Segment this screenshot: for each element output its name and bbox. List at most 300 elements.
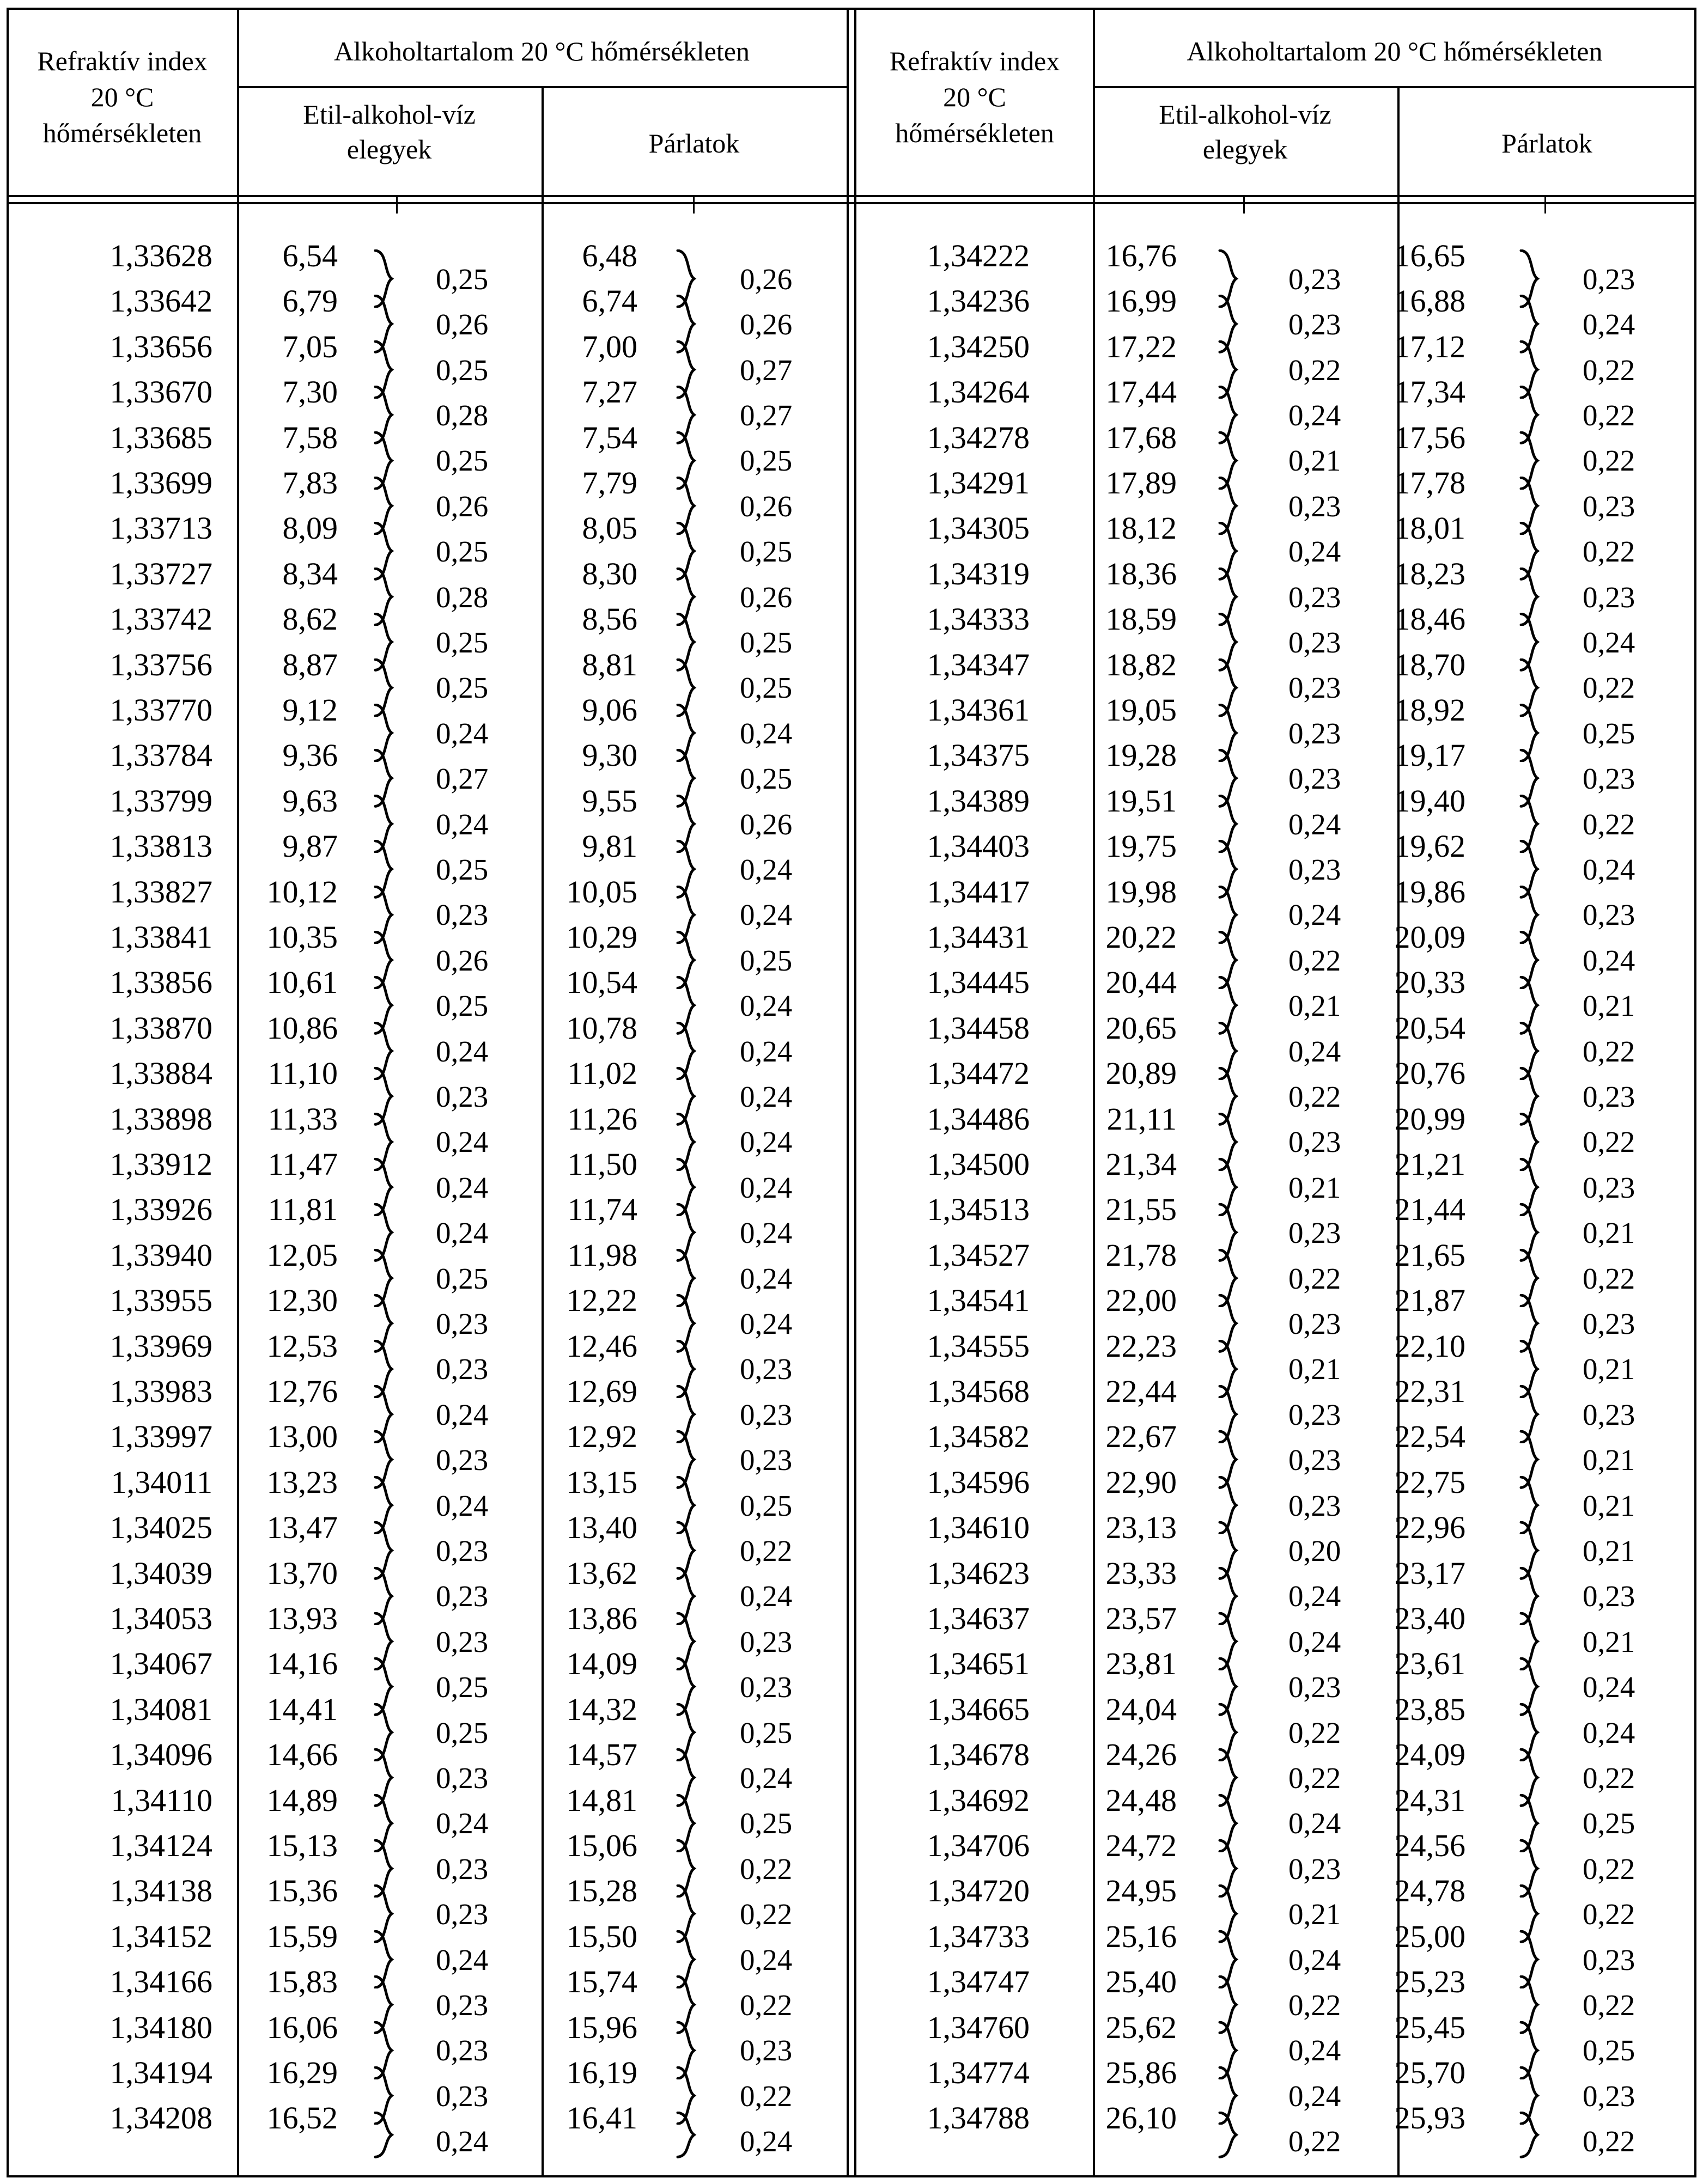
header-refractive-label: Refraktív index <box>889 46 1060 76</box>
spirits-difference-value: 0,22 <box>740 2079 793 2113</box>
spirits-alcohol-value: 23,61 <box>1394 1646 1465 1682</box>
spirits-difference-value: 0,25 <box>740 762 793 796</box>
refractive-index-value: 1,34138 <box>110 1873 212 1909</box>
spirits-difference-value: 0,22 <box>740 1898 793 1931</box>
mixtures-alcohol-value: 24,04 <box>1105 1691 1177 1727</box>
refractive-index-value: 1,34081 <box>110 1691 212 1727</box>
spirits-difference-value: 0,23 <box>1583 1579 1635 1613</box>
refractive-index-value: 1,33884 <box>110 1056 212 1091</box>
refractive-index-value: 1,34527 <box>927 1237 1030 1273</box>
mixtures-difference-value: 0,21 <box>1288 444 1341 478</box>
spirits-difference-value: 0,24 <box>740 1034 793 1068</box>
spirits-difference-value: 0,22 <box>1583 1034 1635 1068</box>
refractive-index-value: 1,34124 <box>110 1828 212 1863</box>
mixtures-difference-value: 0,24 <box>1288 2079 1341 2113</box>
spirits-alcohol-value: 19,86 <box>1394 874 1465 910</box>
mixtures-alcohol-value: 9,63 <box>282 783 338 819</box>
refractive-index-value: 1,34417 <box>927 874 1030 910</box>
spirits-difference-value: 0,25 <box>740 625 793 659</box>
spirits-difference-value: 0,23 <box>1583 1170 1635 1204</box>
refractive-index-value: 1,33856 <box>110 965 212 1001</box>
header-rule-1 <box>7 195 1696 197</box>
refractive-index-value: 1,34665 <box>927 1691 1030 1727</box>
header-spirits-label: Párlatok <box>1501 128 1592 158</box>
spirits-difference-value: 0,22 <box>1583 535 1635 569</box>
spirits-alcohol-value: 7,27 <box>582 374 637 410</box>
spirits-difference-value: 0,24 <box>1583 308 1635 341</box>
spirits-alcohol-value: 24,56 <box>1394 1828 1465 1863</box>
mixtures-difference-value: 0,26 <box>436 308 489 341</box>
mixtures-difference-value: 0,23 <box>1288 489 1341 523</box>
spirits-alcohol-value: 18,23 <box>1394 556 1465 591</box>
spirits-alcohol-value: 24,09 <box>1394 1737 1465 1773</box>
mixtures-alcohol-value: 9,87 <box>282 828 338 864</box>
refractive-index-value: 1,34347 <box>927 646 1030 682</box>
mixtures-difference-value: 0,23 <box>1288 308 1341 341</box>
refractive-index-value: 1,34760 <box>927 2009 1030 2045</box>
spirits-alcohol-value: 23,85 <box>1394 1691 1465 1727</box>
spirits-alcohol-value: 24,31 <box>1394 1782 1465 1818</box>
refractive-index-value: 1,34403 <box>927 828 1030 864</box>
mixtures-alcohol-value: 17,44 <box>1105 374 1177 410</box>
spirits-alcohol-value: 19,17 <box>1394 737 1465 773</box>
spirits-alcohol-value: 15,28 <box>566 1873 637 1909</box>
mixtures-difference-value: 0,21 <box>1288 1170 1341 1204</box>
mixtures-alcohol-value: 19,98 <box>1105 874 1177 910</box>
spirits-difference-value: 0,24 <box>740 2125 793 2158</box>
mixtures-alcohol-value: 25,86 <box>1105 2055 1177 2090</box>
mixtures-alcohol-value: 22,00 <box>1105 1283 1177 1319</box>
spirits-alcohol-value: 17,12 <box>1394 328 1465 364</box>
spirits-difference-value: 0,23 <box>1583 1079 1635 1113</box>
mixtures-difference-value: 0,24 <box>436 2125 489 2158</box>
mixtures-difference-value: 0,21 <box>1288 1898 1341 1931</box>
spirits-difference-value: 0,22 <box>1583 2125 1635 2158</box>
mixtures-difference-value: 0,23 <box>436 1352 489 1386</box>
mixtures-alcohol-value: 14,89 <box>266 1782 338 1818</box>
spirits-difference-value: 0,23 <box>740 1398 793 1431</box>
mixtures-difference-value: 0,25 <box>436 989 489 1023</box>
spirits-difference-value: 0,23 <box>1583 898 1635 932</box>
header-tick-mixtures-1 <box>1243 197 1245 213</box>
mixtures-difference-value: 0,25 <box>436 353 489 387</box>
refractive-index-value: 1,33940 <box>110 1237 212 1273</box>
header-spirits-label: Párlatok <box>648 128 740 158</box>
spirits-difference-value: 0,21 <box>1583 1534 1635 1567</box>
spirits-alcohol-value: 6,48 <box>582 238 637 273</box>
refractive-index-value: 1,33997 <box>110 1419 212 1455</box>
mixtures-difference-value: 0,23 <box>1288 580 1341 614</box>
spirits-difference-value: 0,25 <box>740 1488 793 1522</box>
refractive-index-value: 1,34110 <box>111 1782 212 1818</box>
mixtures-difference-value: 0,25 <box>436 1716 489 1749</box>
refractive-index-value: 1,34596 <box>927 1464 1030 1500</box>
spirits-alcohol-value: 9,06 <box>582 692 637 728</box>
mixtures-difference-value: 0,25 <box>436 671 489 705</box>
refractive-index-value: 1,34774 <box>927 2055 1030 2090</box>
mixtures-difference-value: 0,24 <box>436 1125 489 1159</box>
mixtures-difference-value: 0,23 <box>436 1443 489 1477</box>
spirits-alcohol-value: 12,22 <box>566 1283 637 1319</box>
spirits-difference-value: 0,22 <box>1583 1898 1635 1931</box>
refractive-index-value: 1,34166 <box>110 1964 212 2000</box>
spirits-difference-value: 0,27 <box>740 353 793 387</box>
refractive-index-value: 1,34472 <box>927 1056 1030 1091</box>
refractive-index-value: 1,33969 <box>110 1328 212 1364</box>
mixtures-alcohol-value: 11,47 <box>267 1146 338 1182</box>
mixtures-alcohol-value: 21,11 <box>1106 1101 1177 1137</box>
mixtures-alcohol-value: 18,59 <box>1105 601 1177 637</box>
refractive-index-value: 1,34096 <box>110 1737 212 1773</box>
mixtures-difference-value: 0,24 <box>1288 1625 1341 1658</box>
mixtures-alcohol-value: 22,23 <box>1105 1328 1177 1364</box>
mixtures-difference-value: 0,21 <box>1288 989 1341 1023</box>
spirits-difference-value: 0,22 <box>1583 444 1635 478</box>
spirits-alcohol-value: 13,40 <box>566 1510 637 1546</box>
mixtures-alcohol-value: 12,30 <box>266 1283 338 1319</box>
spirits-alcohol-value: 12,92 <box>566 1419 637 1455</box>
spirits-alcohol-value: 8,56 <box>582 601 637 637</box>
mixtures-alcohol-value: 16,06 <box>266 2009 338 2045</box>
spirits-alcohol-value: 12,46 <box>566 1328 637 1364</box>
spirits-alcohol-value: 14,57 <box>566 1737 637 1773</box>
refractive-index-value: 1,33699 <box>110 465 212 501</box>
mixtures-difference-value: 0,23 <box>1288 1443 1341 1477</box>
mixtures-alcohol-value: 23,33 <box>1105 1555 1177 1591</box>
spirits-difference-value: 0,22 <box>1583 1261 1635 1295</box>
mixtures-alcohol-value: 18,82 <box>1105 646 1177 682</box>
mixtures-alcohol-value: 24,95 <box>1105 1873 1177 1909</box>
mixtures-alcohol-value: 15,13 <box>266 1828 338 1863</box>
spirits-difference-value: 0,24 <box>740 1079 793 1113</box>
mixtures-alcohol-value: 20,65 <box>1105 1010 1177 1046</box>
refractive-index-value: 1,34651 <box>927 1646 1030 1682</box>
spirits-alcohol-value: 16,41 <box>566 2100 637 2136</box>
mixtures-difference-value: 0,23 <box>1288 1670 1341 1704</box>
mixtures-difference-value: 0,25 <box>436 535 489 569</box>
mixtures-alcohol-value: 11,33 <box>267 1101 338 1137</box>
spirits-difference-value: 0,22 <box>1583 807 1635 841</box>
mixtures-difference-value: 0,24 <box>1288 2034 1341 2067</box>
refractive-index-value: 1,34678 <box>927 1737 1030 1773</box>
spirits-alcohol-value: 13,15 <box>566 1464 637 1500</box>
mixtures-difference-value: 0,24 <box>1288 807 1341 841</box>
mixtures-difference-value: 0,23 <box>1288 1125 1341 1159</box>
mixtures-difference-value: 0,24 <box>436 1943 489 1976</box>
refractive-index-value: 1,34319 <box>927 556 1030 591</box>
mixtures-difference-value: 0,23 <box>436 2034 489 2067</box>
mixtures-difference-value: 0,24 <box>436 716 489 750</box>
refractive-index-value: 1,34637 <box>927 1601 1030 1636</box>
mixtures-difference-value: 0,28 <box>436 580 489 614</box>
mixtures-alcohol-value: 13,93 <box>266 1601 338 1636</box>
spirits-difference-value: 0,27 <box>740 398 793 432</box>
mixtures-alcohol-value: 7,30 <box>282 374 338 410</box>
mixtures-alcohol-value: 23,13 <box>1105 1510 1177 1546</box>
mixtures-alcohol-value: 7,83 <box>282 465 338 501</box>
spirits-alcohol-value: 22,75 <box>1394 1464 1465 1500</box>
mixtures-difference-value: 0,27 <box>436 762 489 796</box>
spirits-difference-value: 0,25 <box>1583 716 1635 750</box>
refractive-index-value: 1,33756 <box>110 646 212 682</box>
mixtures-alcohol-value: 6,54 <box>282 238 338 273</box>
mixtures-alcohol-value: 20,89 <box>1105 1056 1177 1091</box>
refractive-index-value: 1,34375 <box>927 737 1030 773</box>
spirits-alcohol-value: 18,01 <box>1394 510 1465 546</box>
spirits-alcohol-value: 8,30 <box>582 556 637 591</box>
mixtures-alcohol-value: 17,68 <box>1105 419 1177 455</box>
mixtures-difference-value: 0,26 <box>436 489 489 523</box>
spirits-difference-brace <box>1519 2112 1541 2158</box>
spirits-difference-value: 0,26 <box>740 580 793 614</box>
spirits-alcohol-value: 16,88 <box>1394 283 1465 319</box>
refractive-index-value: 1,33926 <box>110 1192 212 1228</box>
mixtures-difference-value: 0,24 <box>436 1398 489 1431</box>
spirits-alcohol-value: 19,62 <box>1394 828 1465 864</box>
mixtures-alcohol-value: 21,55 <box>1105 1192 1177 1228</box>
refractive-index-value: 1,34445 <box>927 965 1030 1001</box>
mixtures-alcohol-value: 11,10 <box>267 1056 338 1091</box>
spirits-difference-value: 0,22 <box>1583 1125 1635 1159</box>
spirits-difference-value: 0,22 <box>1583 1852 1635 1886</box>
mixtures-alcohol-value: 10,86 <box>266 1010 338 1046</box>
table-right-border <box>1694 8 1696 2177</box>
spirits-difference-value: 0,22 <box>740 1852 793 1886</box>
spirits-difference-value: 0,21 <box>1583 1625 1635 1658</box>
mixtures-difference-value: 0,23 <box>436 1307 489 1340</box>
refractive-index-value: 1,33983 <box>110 1374 212 1409</box>
spirits-alcohol-value: 18,70 <box>1394 646 1465 682</box>
refractive-index-value: 1,33656 <box>110 328 212 364</box>
header-refractive-label: Refraktív index <box>37 46 208 76</box>
spirits-difference-value: 0,22 <box>1583 671 1635 705</box>
spirits-difference-value: 0,23 <box>1583 2079 1635 2113</box>
mixtures-alcohol-value: 14,41 <box>266 1691 338 1727</box>
refractive-index-value: 1,34361 <box>927 692 1030 728</box>
refractive-index-value: 1,34623 <box>927 1555 1030 1591</box>
refractive-index-value: 1,34458 <box>927 1010 1030 1046</box>
refractive-index-value: 1,34706 <box>927 1828 1030 1863</box>
mixtures-difference-value: 0,24 <box>1288 1943 1341 1976</box>
header-mixtures-label: Etil-alkohol-víz <box>303 99 476 130</box>
mixtures-alcohol-value: 16,76 <box>1105 238 1177 273</box>
mixtures-difference-value: 0,22 <box>1288 943 1341 977</box>
mixtures-alcohol-value: 13,00 <box>266 1419 338 1455</box>
refractive-index-value: 1,34513 <box>927 1192 1030 1228</box>
spirits-alcohol-value: 24,78 <box>1394 1873 1465 1909</box>
mixtures-difference-value: 0,24 <box>1288 1579 1341 1613</box>
spirits-alcohol-value: 15,96 <box>566 2009 637 2045</box>
spirits-alcohol-value: 21,65 <box>1394 1237 1465 1273</box>
mixtures-alcohol-value: 23,81 <box>1105 1646 1177 1682</box>
mixtures-alcohol-value: 24,72 <box>1105 1828 1177 1863</box>
spirits-difference-value: 0,22 <box>1583 1988 1635 2022</box>
refractive-index-value: 1,34486 <box>927 1101 1030 1137</box>
refractive-index-value: 1,34788 <box>927 2100 1030 2136</box>
spirits-difference-value: 0,22 <box>740 1534 793 1567</box>
refractive-index-value: 1,33628 <box>110 238 212 273</box>
mixtures-alcohol-value: 24,26 <box>1105 1737 1177 1773</box>
spirits-alcohol-value: 23,40 <box>1394 1601 1465 1636</box>
mixtures-alcohol-value: 7,58 <box>282 419 338 455</box>
spirits-difference-value: 0,23 <box>740 1625 793 1658</box>
spirits-difference-value: 0,25 <box>1583 2034 1635 2067</box>
mixtures-difference-value: 0,24 <box>436 1216 489 1250</box>
spirits-difference-value: 0,23 <box>1583 1307 1635 1340</box>
refractive-index-value: 1,34250 <box>927 328 1030 364</box>
refractive-index-value: 1,33799 <box>110 783 212 819</box>
spirits-alcohol-value: 8,05 <box>582 510 637 546</box>
spirits-alcohol-value: 11,74 <box>567 1192 637 1228</box>
mixtures-alcohol-value: 17,22 <box>1105 328 1177 364</box>
mixtures-difference-value: 0,24 <box>1288 398 1341 432</box>
mixtures-alcohol-value: 12,76 <box>266 1374 338 1409</box>
spirits-alcohol-value: 7,54 <box>582 419 637 455</box>
spirits-alcohol-value: 25,70 <box>1394 2055 1465 2090</box>
spirits-alcohol-value: 22,96 <box>1394 1510 1465 1546</box>
mixtures-alcohol-value: 20,44 <box>1105 965 1177 1001</box>
refractive-index-value: 1,34291 <box>927 465 1030 501</box>
mixtures-difference-value: 0,23 <box>436 1625 489 1658</box>
mixtures-alcohol-value: 24,48 <box>1105 1782 1177 1818</box>
mixtures-alcohol-value: 19,75 <box>1105 828 1177 864</box>
refractive-index-value: 1,33642 <box>110 283 212 319</box>
mixtures-difference-value: 0,23 <box>436 1988 489 2022</box>
spirits-alcohol-value: 13,62 <box>566 1555 637 1591</box>
spirits-alcohol-value: 14,81 <box>566 1782 637 1818</box>
spirits-alcohol-value: 10,05 <box>566 874 637 910</box>
refractive-index-value: 1,34733 <box>927 1918 1030 1954</box>
spirits-difference-value: 0,22 <box>1583 398 1635 432</box>
mixtures-difference-value: 0,24 <box>436 807 489 841</box>
mixtures-difference-value: 0,24 <box>1288 1034 1341 1068</box>
spirits-difference-value: 0,23 <box>1583 580 1635 614</box>
spirits-difference-value: 0,21 <box>1583 1488 1635 1522</box>
refractive-index-value: 1,34500 <box>927 1146 1030 1182</box>
spirits-alcohol-value: 9,30 <box>582 737 637 773</box>
mixtures-difference-value: 0,23 <box>436 1079 489 1113</box>
spirits-difference-value: 0,24 <box>1583 943 1635 977</box>
mixtures-difference-value: 0,24 <box>1288 898 1341 932</box>
refractive-index-value: 1,34305 <box>927 510 1030 546</box>
refractive-index-value: 1,34067 <box>110 1646 212 1682</box>
mixtures-alcohol-value: 22,67 <box>1105 1419 1177 1455</box>
mixtures-difference-brace <box>373 2112 395 2158</box>
spirits-difference-value: 0,21 <box>1583 1216 1635 1250</box>
refractive-index-value: 1,33727 <box>110 556 212 591</box>
spirits-difference-value: 0,23 <box>1583 1943 1635 1976</box>
mixtures-alcohol-value: 9,36 <box>282 737 338 773</box>
spirits-difference-value: 0,25 <box>740 535 793 569</box>
refractive-index-value: 1,34720 <box>927 1873 1030 1909</box>
mixtures-alcohol-value: 11,81 <box>267 1192 338 1228</box>
refractive-index-value: 1,34011 <box>111 1464 212 1500</box>
mixtures-alcohol-value: 8,34 <box>282 556 338 591</box>
spirits-difference-value: 0,21 <box>1583 1443 1635 1477</box>
refractive-index-value: 1,34582 <box>927 1419 1030 1455</box>
mixtures-alcohol-value: 20,22 <box>1105 919 1177 955</box>
spirits-alcohol-value: 9,55 <box>582 783 637 819</box>
mixtures-difference-value: 0,21 <box>1288 1352 1341 1386</box>
spirits-alcohol-value: 19,40 <box>1394 783 1465 819</box>
refractive-index-value: 1,34333 <box>927 601 1030 637</box>
refractive-index-value: 1,34692 <box>927 1782 1030 1818</box>
spirits-alcohol-value: 25,23 <box>1394 1964 1465 2000</box>
spirits-alcohol-value: 10,29 <box>566 919 637 955</box>
mixtures-difference-value: 0,22 <box>1288 1761 1341 1795</box>
spirits-alcohol-value: 17,34 <box>1394 374 1465 410</box>
mixtures-alcohol-value: 22,90 <box>1105 1464 1177 1500</box>
mixtures-difference-brace <box>1218 2112 1239 2158</box>
table-bottom-border <box>7 2175 1696 2177</box>
spirits-alcohol-value: 16,19 <box>566 2055 637 2090</box>
spirits-difference-value: 0,23 <box>740 1443 793 1477</box>
mixtures-difference-value: 0,23 <box>1288 716 1341 750</box>
spirits-alcohol-value: 7,00 <box>582 328 637 364</box>
spirits-alcohol-value: 14,09 <box>566 1646 637 1682</box>
header-refractive-temp: 20 °C <box>943 82 1006 112</box>
spirits-difference-value: 0,24 <box>740 1125 793 1159</box>
spirits-difference-value: 0,23 <box>740 2034 793 2067</box>
header-mixtures-label-2: elegyek <box>1202 134 1288 164</box>
mixtures-difference-value: 0,23 <box>436 2079 489 2113</box>
spirits-difference-value: 0,24 <box>740 1943 793 1976</box>
mixtures-alcohol-value: 15,59 <box>266 1918 338 1954</box>
mixtures-alcohol-value: 15,83 <box>266 1964 338 2000</box>
header-refractive-temp: 20 °C <box>90 82 154 112</box>
spirits-difference-value: 0,24 <box>740 1307 793 1340</box>
refractive-index-value: 1,34053 <box>110 1601 212 1636</box>
mixtures-difference-value: 0,23 <box>1288 1307 1341 1340</box>
spirits-alcohol-value: 20,33 <box>1394 965 1465 1001</box>
mixtures-alcohol-value: 19,51 <box>1105 783 1177 819</box>
spirits-difference-value: 0,24 <box>740 898 793 932</box>
header-tick-mixtures-0 <box>396 197 398 213</box>
mixtures-difference-value: 0,25 <box>436 625 489 659</box>
spirits-alcohol-value: 8,81 <box>582 646 637 682</box>
mixtures-difference-value: 0,22 <box>1288 2125 1341 2158</box>
mixtures-alcohol-value: 16,29 <box>266 2055 338 2090</box>
mixtures-difference-value: 0,23 <box>1288 762 1341 796</box>
spirits-alcohol-value: 20,09 <box>1394 919 1465 955</box>
spirits-alcohol-value: 10,54 <box>566 965 637 1001</box>
refractive-index-value: 1,34222 <box>927 238 1030 273</box>
mixtures-alcohol-value: 12,53 <box>266 1328 338 1364</box>
mixtures-alcohol-value: 25,40 <box>1105 1964 1177 2000</box>
mixtures-alcohol-value: 10,12 <box>266 874 338 910</box>
mixtures-alcohol-value: 22,44 <box>1105 1374 1177 1409</box>
refractive-index-value: 1,33670 <box>110 374 212 410</box>
mixtures-difference-value: 0,23 <box>436 1579 489 1613</box>
spirits-difference-value: 0,25 <box>740 1807 793 1840</box>
header-tick-spirits-1 <box>1544 197 1546 213</box>
spirits-alcohol-value: 13,86 <box>566 1601 637 1636</box>
refractive-index-value: 1,34039 <box>110 1555 212 1591</box>
spirits-difference-value: 0,25 <box>740 1716 793 1749</box>
mixtures-alcohol-value: 6,79 <box>282 283 338 319</box>
mixtures-alcohol-value: 26,10 <box>1105 2100 1177 2136</box>
mixtures-difference-value: 0,23 <box>436 1898 489 1931</box>
spirits-difference-value: 0,24 <box>740 1170 793 1204</box>
spirits-difference-value: 0,23 <box>1583 762 1635 796</box>
refractive-index-value: 1,34264 <box>927 374 1030 410</box>
refractive-index-value: 1,34431 <box>927 919 1030 955</box>
spirits-difference-value: 0,24 <box>1583 1670 1635 1704</box>
mixtures-alcohol-value: 14,66 <box>266 1737 338 1773</box>
spirits-alcohol-value: 20,54 <box>1394 1010 1465 1046</box>
refractive-index-value: 1,33770 <box>110 692 212 728</box>
spirits-difference-brace <box>676 2112 697 2158</box>
